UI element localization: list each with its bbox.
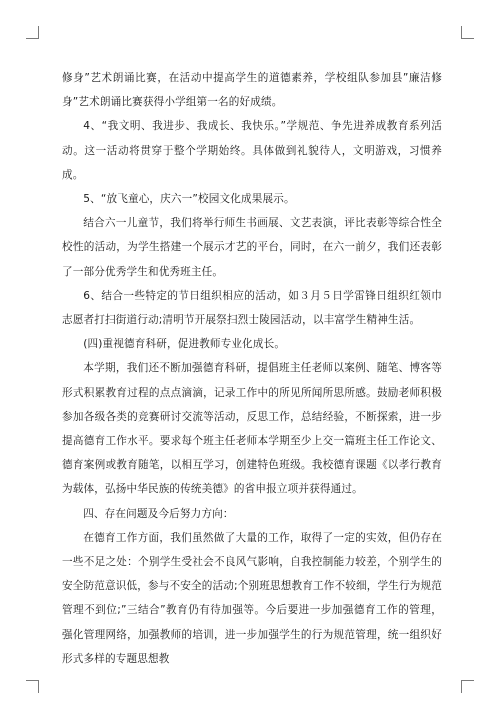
crop-mark-bottom-left <box>26 680 39 693</box>
part-heading-4: 四、存在问题及今后努力方向： <box>83 507 234 520</box>
paragraph-item-5: 5、“放飞童心，庆六一”校园文化成果展示。 <box>83 193 295 206</box>
section-heading-4: (四)重视德育科研，促进教师专业化成长。 <box>83 338 286 351</box>
paragraph-childrens-day: 结合六一儿童节，我们将举行师生书画展、文艺表演，评比表彰等综合性全校性的活动，为学生搭建一个展示才艺的平台，同时，在六一前夕，我们还表彰了一部分优秀学生和优秀班主任。 <box>62 217 442 278</box>
crop-mark-top-right <box>461 26 474 39</box>
paragraph-issues: 在德育工作方面，我们虽然做了大量的工作，取得了一定的实效，但仍存在一些不足之处：个别学生受社会不良风气影响，自我控制能力较差，个别学生的安全防范意识低，参与不安全的活动;个别班思想教育工作不较细，学生行为规范管理不到位;”三结合”教育仍有待加强等。今后要进一步加强德育工作的管理，强化管理网络，加强教师的培训，进一步加强学生的行为规范管理，统一组织好形式多样的专题思想教 <box>62 531 442 665</box>
paragraph-research: 本学期，我们还不断加强德育科研，提倡班主任老师以案例、随笔、博客等形式积累教育过程的点点滴滴，记录工作中的所见所闻所思所感。鼓励老师积极参加各级各类的竞赛研讨交流等活动，反思工作，总结经验，不断探索，进一步提高德育工作水平。要求每个班主任老师本学期至少上交一篇班主任工作论文、德育案例或教育随笔，以相互学习，创建特色班级。我校德育课题《以孝行教育为载体，弘扬中华民族的传统美德》的省申报立项并获得通过。 <box>62 362 442 496</box>
crop-mark-top-left <box>26 26 39 39</box>
crop-mark-bottom-right <box>461 680 474 693</box>
document-body <box>62 66 442 671</box>
paragraph-continued: 修身”艺术朗诵比赛，在活动中提高学生的道德素养，学校组队参加县”廉洁修身”艺术朗诵比赛获得小学组第一名的好成绩。 <box>62 72 442 109</box>
paragraph-item-6: 6、结合一些特定的节日组织相应的活动，如３月５日学雷锋日组织红领巾志愿者打扫街道行动;清明节开展祭扫烈士陵园活动，以丰富学生精神生活。 <box>62 289 442 327</box>
paragraph-item-4: 4、“我文明、我进步、我成长、我快乐。”学规范、争先进养成教育系列活动。这一活动将贯穿于整个学期始终。具体做到礼貌待人，文明游戏，习惯养成。 <box>62 120 442 181</box>
